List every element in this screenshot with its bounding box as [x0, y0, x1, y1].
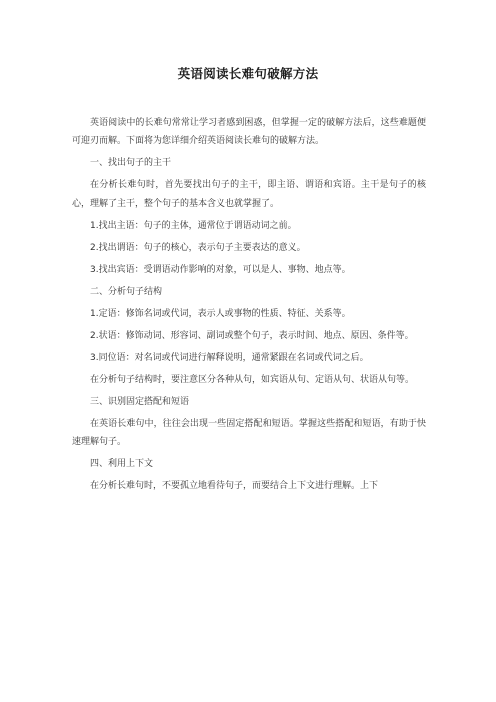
paragraph-intro: 英语阅读中的长难句常常让学习者感到困惑，但掌握一定的破解方法后，这些难题便可迎刃而解。下面将为您详细介绍英语阅读长难句的破解方法。	[72, 118, 426, 147]
list-item: 1.定语：修饰名词或代词，表示人或事物的性质、特征、关系等。	[90, 308, 351, 319]
list-item: 1.找出主语：句子的主体，通常位于谓语动词之前。	[90, 220, 297, 231]
list-item: 3.找出宾语：受谓语动作影响的对象，可以是人、事物、地点等。	[90, 264, 351, 275]
paragraph: 在分析长难句时，首先要找出句子的主干，即主语、谓语和宾语。主干是句子的核心，理解了主干，整个句子的基本含义也就掌握了。	[72, 180, 426, 209]
paragraph: 在分析句子结构时，要注意区分各种从句，如宾语从句、定语从句、状语从句等。	[90, 374, 415, 385]
list-item: 3.同位语：对名词或代词进行解释说明，通常紧跟在名词或代词之后。	[90, 352, 369, 363]
list-item: 2.找出谓语：句子的核心，表示句子主要表达的意义。	[90, 242, 306, 253]
document-body	[72, 114, 426, 499]
section-heading-4: 四、利用上下文	[90, 459, 154, 470]
section-heading-3: 三、识别固定搭配和短语	[90, 396, 190, 407]
section-heading-1: 一、找出句子的主干	[90, 158, 172, 169]
section-heading-2: 二、分析句子结构	[90, 286, 163, 297]
list-item: 2.状语：修饰动词、形容词、副词或整个句子，表示时间、地点、原因、条件等。	[90, 330, 414, 341]
document-title: 英语阅读长难句破解方法	[177, 66, 319, 81]
paragraph: 在分析长难句时，不要孤立地看待句子，而要结合上下文进行理解。上下	[90, 481, 379, 492]
paragraph: 在英语长难句中，往往会出现一些固定搭配和短语。掌握这些搭配和短语，有助于快速理解句子。	[72, 418, 426, 448]
